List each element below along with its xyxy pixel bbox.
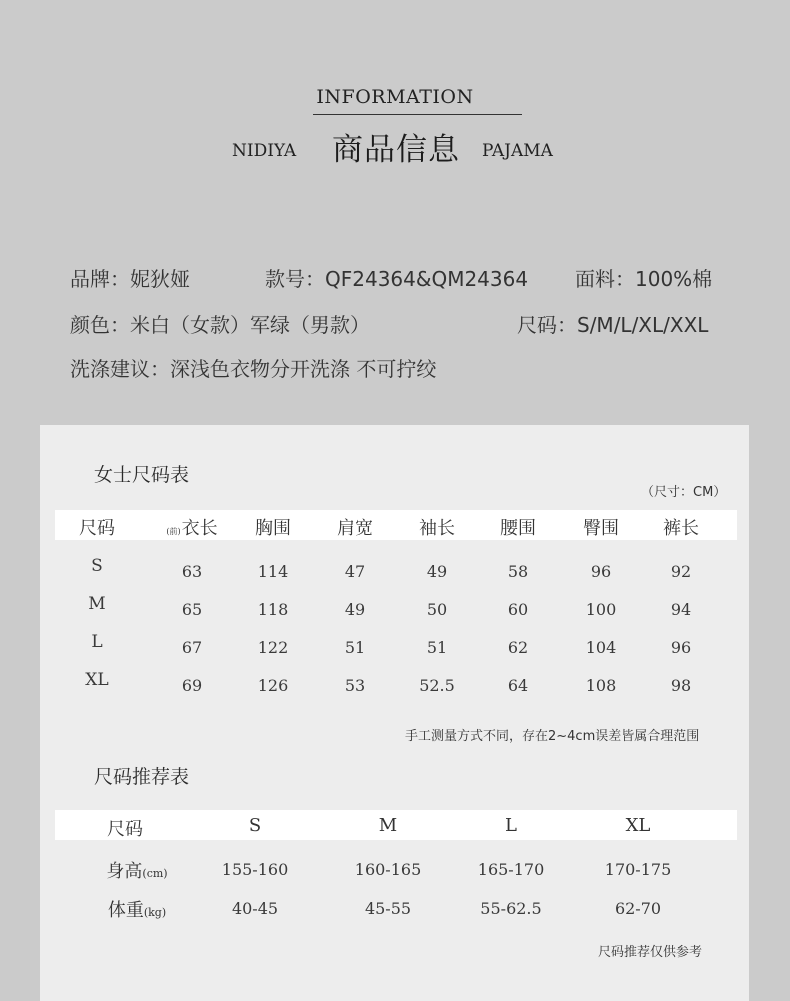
weight-value-cell: 40-45: [231, 899, 279, 918]
table-cell: 67: [181, 638, 203, 657]
women-header-cell: 袖长: [419, 518, 455, 539]
height-value-cell: 165-170: [477, 860, 545, 879]
table-cell: 98: [670, 676, 692, 695]
title-divider: [313, 114, 522, 115]
product-english: PAJAMA: [482, 141, 553, 161]
recommend-header-cell: M: [378, 815, 398, 836]
spec-brand: 品牌：妮狄娅: [70, 267, 190, 291]
info-title: INFORMATION: [316, 86, 474, 108]
measure-note: 手工测量方式不同，存在2~4cm误差皆属合理范围: [405, 729, 700, 744]
table-cell: 58: [507, 562, 529, 581]
table-cell: 94: [670, 600, 692, 619]
women-header-cell: 肩宽: [337, 518, 373, 539]
women-header-cell: (前)衣长: [166, 518, 218, 539]
women-table-header-band: [55, 510, 737, 540]
women-table-title: 女士尺码表: [94, 464, 190, 486]
height-value-cell: 155-160: [221, 860, 289, 879]
brand-english: NIDIYA: [232, 141, 297, 161]
table-cell: 52.5: [419, 676, 455, 695]
spec-fabric: 面料：100%棉: [575, 267, 713, 291]
table-cell: 49: [426, 562, 448, 581]
table-cell: 51: [426, 638, 448, 657]
table-cell: 122: [257, 638, 289, 657]
table-cell: 51: [344, 638, 366, 657]
recommend-table-title: 尺码推荐表: [94, 766, 190, 788]
size-label-cell: XL: [85, 670, 109, 690]
weight-value-cell: 62-70: [614, 899, 662, 918]
table-cell: 100: [585, 600, 617, 619]
table-cell: 60: [507, 600, 529, 619]
table-cell: 69: [181, 676, 203, 695]
height-value-cell: 160-165: [354, 860, 422, 879]
recommend-header-cell: XL: [625, 815, 651, 836]
table-cell: 118: [257, 600, 289, 619]
table-cell: 53: [344, 676, 366, 695]
table-cell: 108: [585, 676, 617, 695]
recommend-header-cell: L: [505, 815, 517, 836]
weight-label: 体重(kg): [107, 900, 167, 921]
table-cell: 114: [257, 562, 289, 581]
recommend-header-cell: S: [248, 815, 262, 836]
table-cell: 92: [670, 562, 692, 581]
table-cell: 65: [181, 600, 203, 619]
women-header-cell: 尺码: [79, 518, 115, 539]
spec-color: 颜色：米白（女款）军绿（男款）: [70, 313, 370, 337]
table-cell: 49: [344, 600, 366, 619]
height-value-cell: 170-175: [604, 860, 672, 879]
table-cell: 96: [590, 562, 612, 581]
unit-note: （尺寸：CM）: [641, 485, 727, 500]
women-header-cell: 臀围: [583, 518, 619, 539]
weight-value-cell: 45-55: [364, 899, 412, 918]
table-cell: 63: [181, 562, 203, 581]
recommend-footnote: 尺码推荐仅供参考: [598, 945, 703, 960]
length-prefix: (前): [166, 527, 181, 536]
table-cell: 50: [426, 600, 448, 619]
table-cell: 62: [507, 638, 529, 657]
height-label: 身高(cm): [106, 861, 168, 882]
table-cell: 96: [670, 638, 692, 657]
table-cell: 64: [507, 676, 529, 695]
women-header-cell: 胸围: [255, 518, 291, 539]
table-cell: 126: [257, 676, 289, 695]
size-label-cell: L: [91, 632, 103, 652]
size-label-cell: S: [91, 556, 103, 576]
page-title: 商品信息: [332, 132, 460, 168]
women-header-cell: 裤长: [663, 518, 699, 539]
recommend-header-cell: 尺码: [107, 819, 143, 840]
table-cell: 47: [344, 562, 366, 581]
spec-washing: 洗涤建议：深浅色衣物分开洗涤 不可拧绞: [70, 357, 437, 381]
spec-size: 尺码：S/M/L/XL/XXL: [517, 313, 709, 337]
weight-value-cell: 55-62.5: [480, 899, 542, 918]
size-label-cell: M: [88, 594, 106, 614]
women-header-cell: 腰围: [500, 518, 536, 539]
table-cell: 104: [585, 638, 617, 657]
spec-model: 款号：QF24364&QM24364: [265, 267, 529, 291]
